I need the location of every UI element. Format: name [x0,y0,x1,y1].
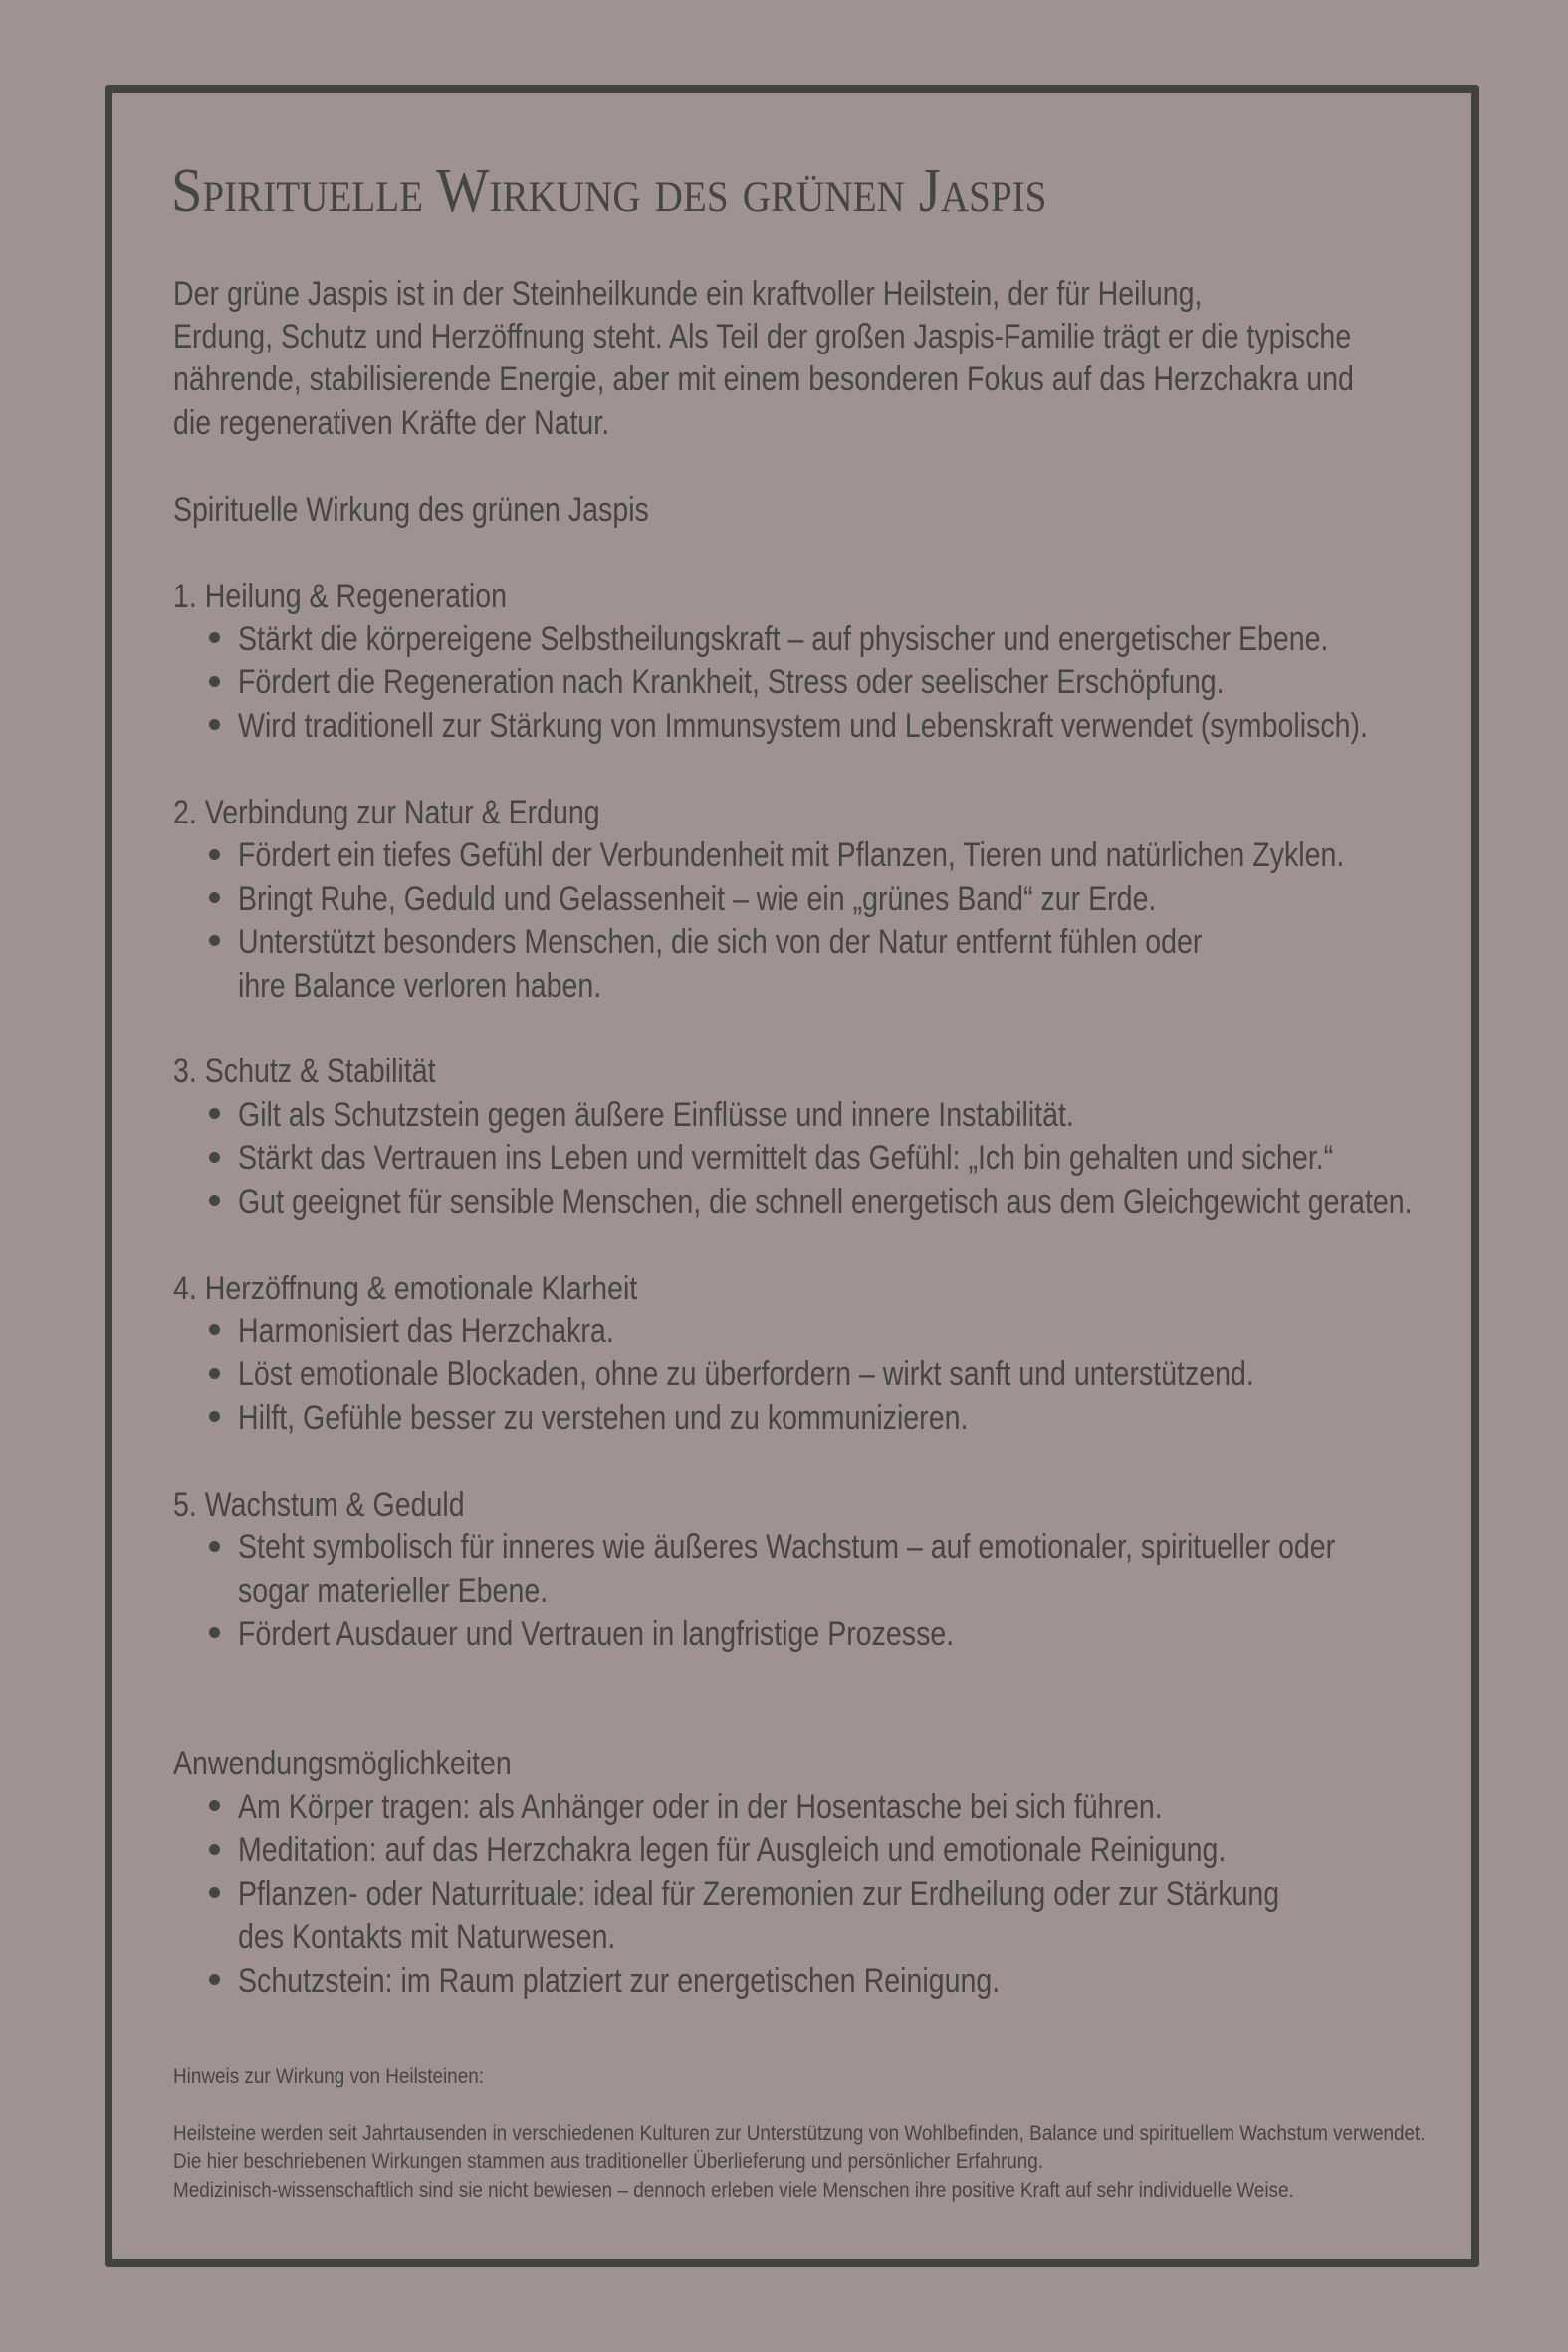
list-item [173,1873,1457,1916]
section-heading: Anwendungsmöglichkeiten [173,1745,512,1783]
bullet-icon [209,1411,220,1422]
bullet-icon [209,1108,220,1119]
section-nature [173,792,1457,1008]
list-item [173,618,1457,661]
intro-paragraph [173,273,1457,446]
list-item [173,1137,1457,1180]
section-heading: 3. Schutz & Stabilität [173,1053,436,1091]
bullet-text: Gut geeignet für sensible Menschen, die schnell energetisch aus dem Gleichgewicht geraten. [238,1182,1413,1221]
bullet-text: Unterstützt besonders Menschen, die sich von der Natur entfernt fühlen oder [238,923,1203,962]
notice-heading: Hinweis zur Wirkung von Heilsteinen: [173,2064,484,2088]
bullet-continuation: des Kontakts mit Naturwesen. [238,1918,616,1957]
bullet-icon [209,1887,220,1898]
list-item [173,1181,1457,1224]
bullet-text: Hilft, Gefühle besser zu verstehen und zu kommunizieren. [238,1398,969,1437]
bullet-icon [209,1974,220,1985]
intro-line: Der grüne Jaspis ist in der Steinheilkunde ein kraftvoller Heilstein, der für Heilung, [173,274,1203,313]
list-item [173,661,1457,704]
bullet-text: Fördert ein tiefes Gefühl der Verbundenheit mit Pflanzen, Tieren und natürlichen Zyklen. [238,836,1345,875]
bullet-text: Fördert Ausdauer und Vertrauen in langfristige Prozesse. [238,1615,955,1654]
bullet-icon [209,719,220,730]
intro-line: Erdung, Schutz und Herzöffnung steht. Als Teil der großen Jaspis-Familie trägt er die typische [173,317,1352,355]
notice-line: Heilsteine werden seit Jahrtausenden in verschiedenen Kulturen zur Unterstützung von Wohlbefinden, Balance und spirituellem Wachstum verwendet. [173,2121,1426,2145]
bullet-icon [209,892,220,903]
bullet-text: Bringt Ruhe, Geduld und Gelassenheit – wie ein „grünes Band“ zur Erde. [238,879,1157,918]
subheading: Spirituelle Wirkung des grünen Jaspis [173,490,649,529]
section-heading: 1. Heilung & Regeneration [173,577,508,615]
bullet-text: Stärkt die körpereigene Selbstheilungskraft – auf physischer und energetischer Ebene. [238,620,1329,658]
bullet-icon [209,1324,220,1335]
list-item [173,1310,1457,1353]
bullet-icon [209,1541,220,1552]
list-item [173,1613,1457,1656]
list-item [173,921,1457,964]
section-growth [173,1484,1457,1657]
bullet-text: Gilt als Schutzstein gegen äußere Einflüsse und innere Instabilität. [238,1095,1074,1134]
bullet-icon [209,1368,220,1379]
list-item [173,1960,1457,2002]
intro-line: nährende, stabilisierende Energie, aber mit einem besonderen Fokus auf das Herzchakra und [173,360,1354,399]
bullet-text: Steht symbolisch für inneres wie äußeres Wachstum – auf emotionaler, spiritueller oder [238,1529,1336,1567]
bullet-text: Am Körper tragen: als Anhänger oder in der Hosentasche bei sich führen. [238,1787,1163,1826]
bullet-continuation: sogar materieller Ebene. [238,1571,549,1610]
bullet-icon [209,1195,220,1206]
notice-line: Die hier beschriebenen Wirkungen stammen aus traditioneller Überlieferung und persönlicher Erfahrung. [173,2150,1044,2173]
bullet-text: Meditation: auf das Herzchakra legen für Ausgleich und emotionale Reinigung. [238,1831,1227,1870]
section-heading: 5. Wachstum & Geduld [173,1485,465,1524]
bullet-icon [209,1152,220,1163]
list-item [173,878,1457,921]
bullet-icon [209,935,220,946]
section-applications [173,1743,1457,2002]
bullet-icon [209,1844,220,1855]
notice-block [173,2063,1457,2206]
page-title: Spirituelle Wirkung des grünen Jaspis [171,157,1047,225]
bullet-icon [209,632,220,643]
list-item [173,1527,1457,1569]
intro-line: die regenerativen Kräfte der Natur. [173,403,610,442]
list-item [173,705,1457,748]
bullet-text: Löst emotionale Blockaden, ohne zu überfordern – wirkt sanft und unterstützend. [238,1355,1254,1394]
section-heart [173,1268,1457,1441]
bullet-icon [209,849,220,860]
bullet-text: Wird traditionell zur Stärkung von Immunsystem und Lebenskraft verwendet (symbolisch). [238,706,1368,745]
list-item [173,834,1457,877]
bullet-text: Pflanzen- oder Naturrituale: ideal für Zeremonien zur Erdheilung oder zur Stärkung [238,1874,1280,1913]
section-healing [173,576,1457,749]
bullet-text: Harmonisiert das Herzchakra. [238,1312,614,1350]
section-heading: 2. Verbindung zur Natur & Erdung [173,793,600,831]
notice-line: Medizinisch-wissenschaftlich sind sie nicht bewiesen – dennoch erleben viele Menschen ihre positive Kraft auf sehr individuelle Weise. [173,2178,1294,2202]
bullet-icon [209,1800,220,1811]
bullet-text: Schutzstein: im Raum platziert zur energetischen Reinigung. [238,1961,1001,1999]
section-protection [173,1051,1457,1224]
bullet-text: Stärkt das Vertrauen ins Leben und vermittelt das Gefühl: „Ich bin gehalten und sicher.“ [238,1139,1334,1178]
list-item [173,1094,1457,1137]
document-body [173,273,1457,2003]
list-item [173,1786,1457,1829]
list-item [173,1829,1457,1872]
list-item [173,1397,1457,1440]
section-heading: 4. Herzöffnung & emotionale Klarheit [173,1269,638,1307]
list-item [173,1353,1457,1396]
bullet-text: Fördert die Regeneration nach Krankheit, Stress oder seelischer Erschöpfung. [238,663,1225,702]
bullet-icon [209,676,220,687]
bullet-continuation: ihre Balance verloren haben. [238,966,602,1005]
bullet-icon [209,1627,220,1638]
